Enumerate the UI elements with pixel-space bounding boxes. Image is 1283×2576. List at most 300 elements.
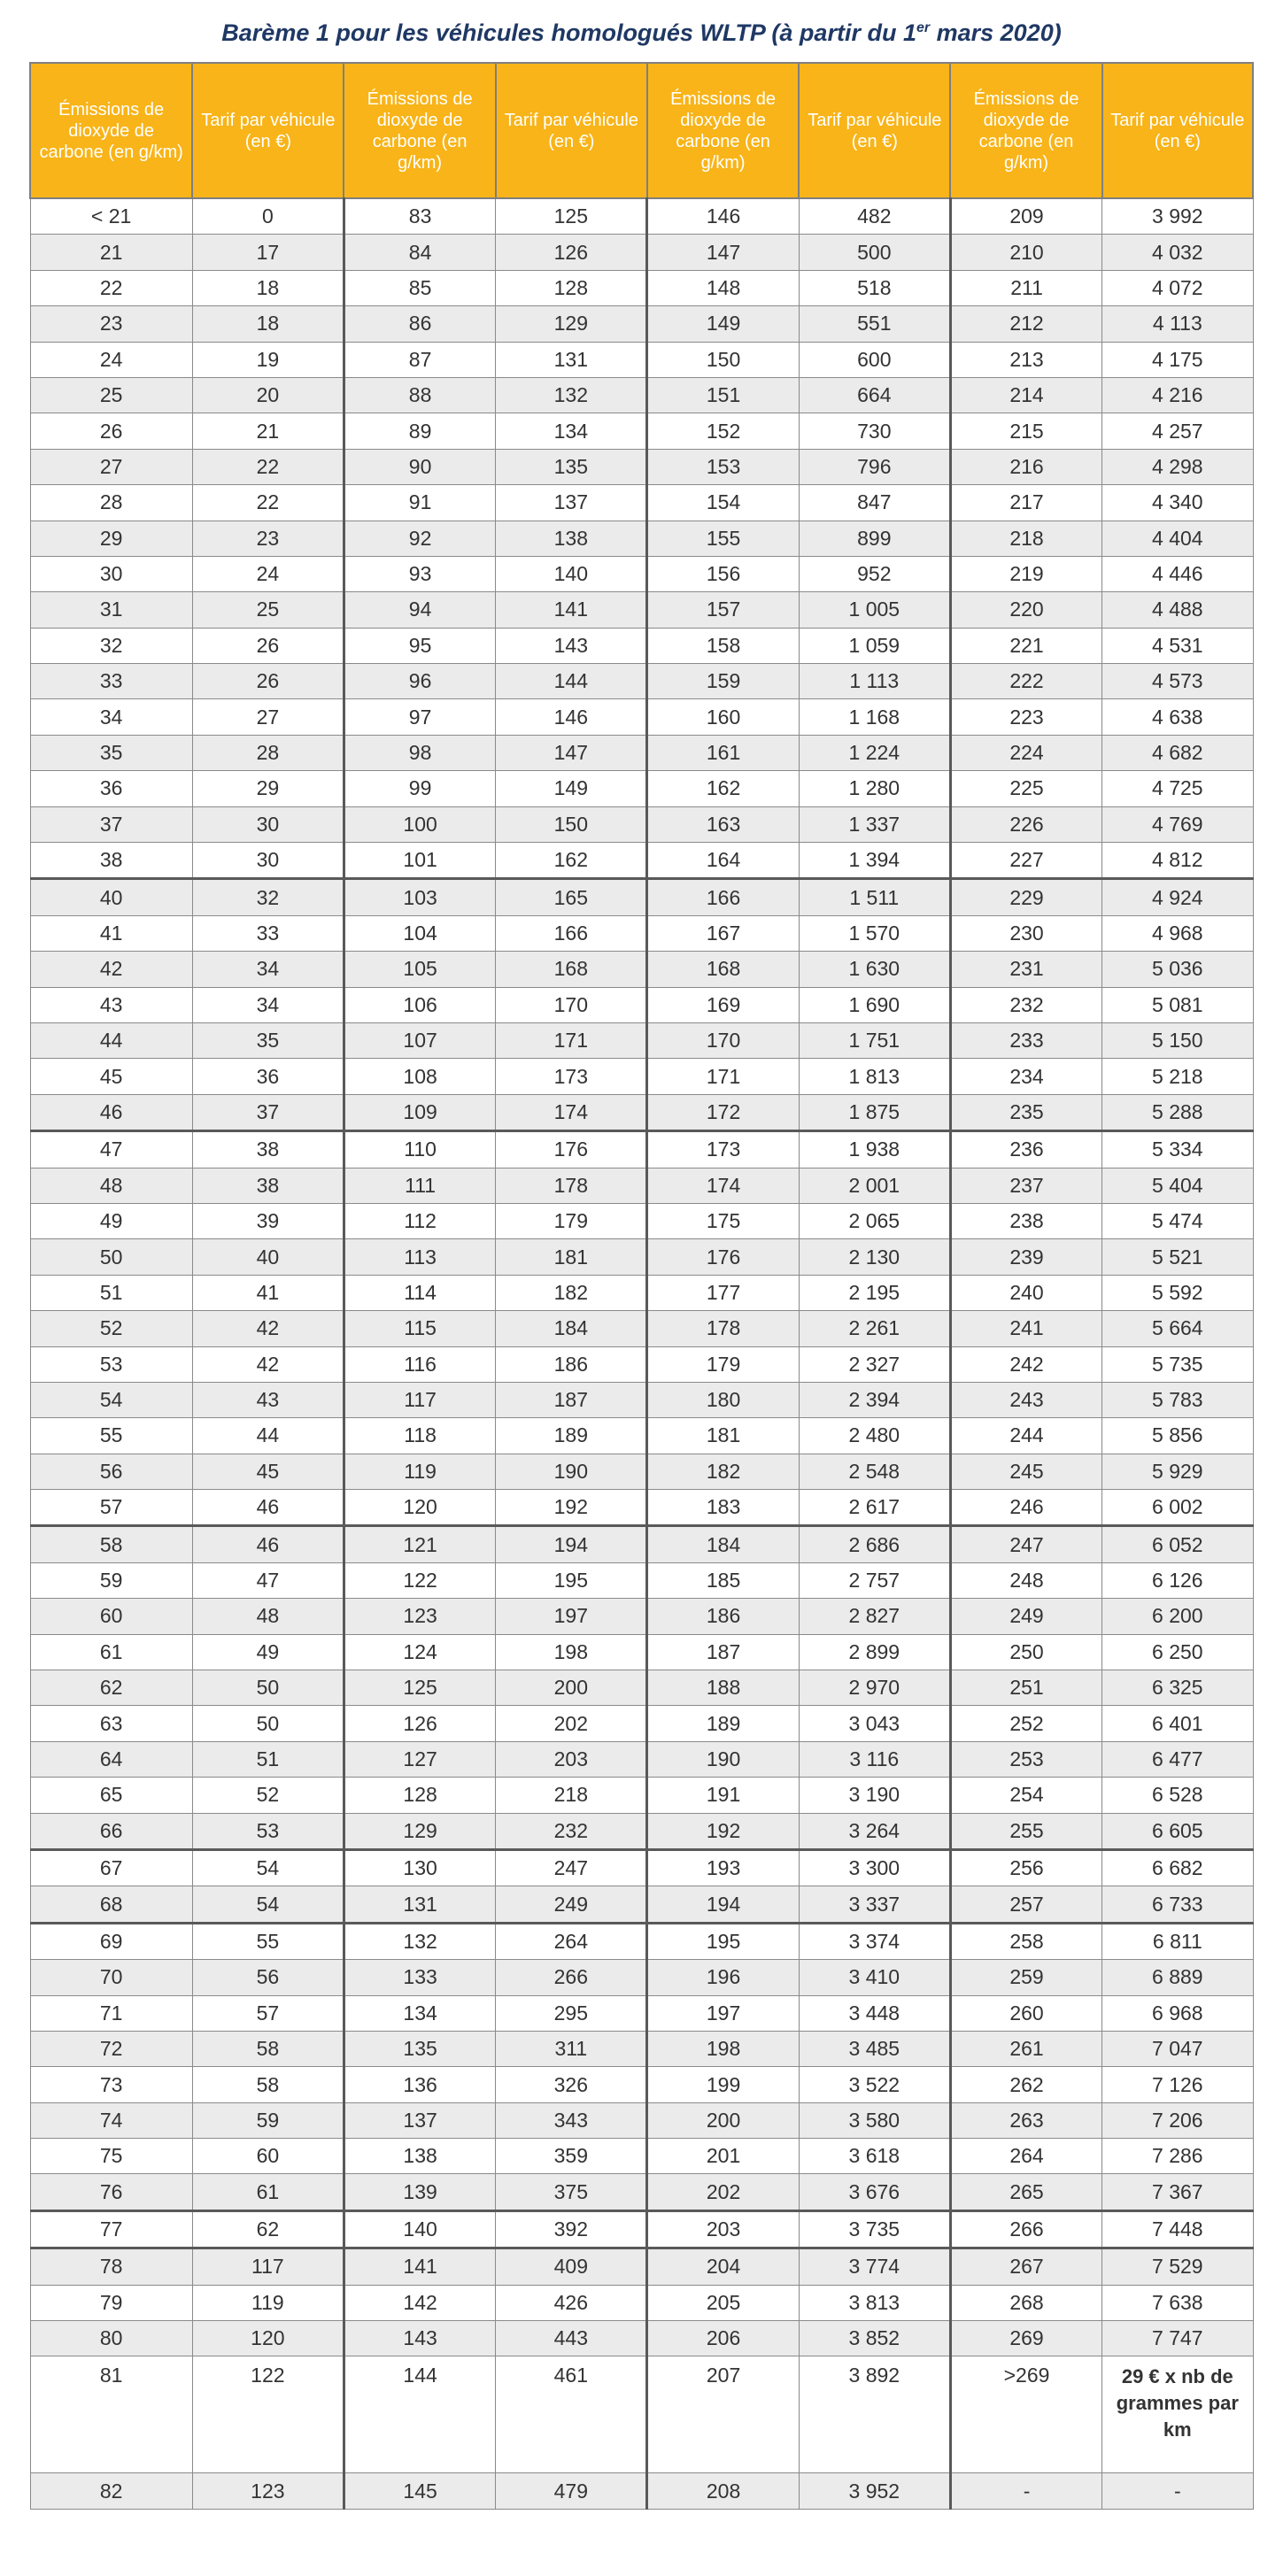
title-superscript: er xyxy=(916,20,931,35)
emissions-cell: 178 xyxy=(647,1311,799,1346)
tarif-cell: 22 xyxy=(192,449,344,484)
emissions-cell: 135 xyxy=(344,2031,495,2066)
emissions-cell: 80 xyxy=(30,2321,192,2356)
emissions-cell: 226 xyxy=(950,806,1101,842)
tarif-cell: 5 929 xyxy=(1102,1454,1253,1489)
tarif-cell: 55 xyxy=(192,1923,344,1959)
table-row xyxy=(30,270,1253,305)
tarif-cell: 426 xyxy=(496,2285,647,2320)
emissions-cell: 117 xyxy=(344,1382,495,1417)
emissions-cell: 232 xyxy=(950,987,1101,1022)
emissions-cell: 105 xyxy=(344,952,495,987)
tarif-cell: 1 511 xyxy=(799,879,950,915)
table-row xyxy=(30,1886,1253,1923)
emissions-cell: 121 xyxy=(344,1526,495,1562)
emissions-cell: 221 xyxy=(950,628,1101,663)
emissions-cell: >269 xyxy=(950,2356,1101,2473)
emissions-cell: 201 xyxy=(647,2139,799,2174)
tarif-cell: 3 992 xyxy=(1102,198,1253,235)
emissions-cell: 158 xyxy=(647,628,799,663)
tarif-cell: 3 522 xyxy=(799,2067,950,2102)
tarif-cell: 3 580 xyxy=(799,2102,950,2138)
emissions-cell: 147 xyxy=(647,235,799,270)
emissions-cell: 190 xyxy=(647,1741,799,1777)
tarif-cell: 166 xyxy=(496,915,647,951)
emissions-cell: 166 xyxy=(647,879,799,915)
emissions-cell: 206 xyxy=(647,2321,799,2356)
tarif-cell: 359 xyxy=(496,2139,647,2174)
emissions-cell: 131 xyxy=(344,1886,495,1923)
tarif-cell: 5 334 xyxy=(1102,1131,1253,1168)
table-row xyxy=(30,1562,1253,1598)
tarif-cell: 6 968 xyxy=(1102,1995,1253,2031)
emissions-cell: 161 xyxy=(647,735,799,770)
table-row xyxy=(30,1239,1253,1275)
table-row xyxy=(30,664,1253,699)
emissions-cell: 56 xyxy=(30,1454,192,1489)
emissions-cell: 69 xyxy=(30,1923,192,1959)
tarif-cell: 137 xyxy=(496,485,647,521)
emissions-cell: 32 xyxy=(30,628,192,663)
tarif-cell: 28 xyxy=(192,735,344,770)
tarif-cell: 5 856 xyxy=(1102,1418,1253,1454)
emissions-cell: 50 xyxy=(30,1239,192,1275)
table-row xyxy=(30,2321,1253,2356)
tarif-cell: 326 xyxy=(496,2067,647,2102)
emissions-cell: 214 xyxy=(950,377,1101,413)
emissions-cell: 152 xyxy=(647,413,799,449)
tarif-cell: 170 xyxy=(496,987,647,1022)
emissions-cell: 28 xyxy=(30,485,192,521)
tarif-cell: 3 774 xyxy=(799,2248,950,2285)
emissions-cell: 94 xyxy=(344,592,495,628)
emissions-cell: 115 xyxy=(344,1311,495,1346)
tarif-cell: 1 630 xyxy=(799,952,950,987)
tarif-cell: 2 899 xyxy=(799,1634,950,1670)
emissions-cell: 134 xyxy=(344,1995,495,2031)
table-row xyxy=(30,485,1253,521)
emissions-cell: 241 xyxy=(950,1311,1101,1346)
tarif-cell: 4 072 xyxy=(1102,270,1253,305)
tarif-cell: 51 xyxy=(192,1741,344,1777)
table-row xyxy=(30,2102,1253,2138)
emissions-cell: 95 xyxy=(344,628,495,663)
emissions-cell: 207 xyxy=(647,2356,799,2473)
tarif-cell: 179 xyxy=(496,1203,647,1238)
emissions-cell: 77 xyxy=(30,2210,192,2248)
tarif-cell: 34 xyxy=(192,952,344,987)
tarif-cell: 1 813 xyxy=(799,1059,950,1094)
emissions-cell: 55 xyxy=(30,1418,192,1454)
emissions-cell: 112 xyxy=(344,1203,495,1238)
emissions-cell: 243 xyxy=(950,1382,1101,1417)
emissions-cell: 192 xyxy=(647,1813,799,1849)
emissions-cell: 160 xyxy=(647,699,799,735)
table-row xyxy=(30,2139,1253,2174)
tarif-cell: 2 001 xyxy=(799,1168,950,1203)
emissions-cell: 139 xyxy=(344,2174,495,2210)
emissions-cell: 128 xyxy=(344,1778,495,1813)
emissions-cell: 197 xyxy=(647,1995,799,2031)
table-row xyxy=(30,1131,1253,1168)
emissions-cell: 30 xyxy=(30,556,192,591)
tarif-cell: 6 605 xyxy=(1102,1813,1253,1849)
emissions-cell: 210 xyxy=(950,235,1101,270)
emissions-cell: 238 xyxy=(950,1203,1101,1238)
tarif-cell: 36 xyxy=(192,1059,344,1094)
emissions-cell: 99 xyxy=(344,771,495,806)
tarif-cell: 2 480 xyxy=(799,1418,950,1454)
emissions-cell: 198 xyxy=(647,2031,799,2066)
tarif-cell: 6 325 xyxy=(1102,1670,1253,1706)
emissions-cell: 170 xyxy=(647,1022,799,1058)
emissions-cell: 219 xyxy=(950,556,1101,591)
tarif-cell: 5 150 xyxy=(1102,1022,1253,1058)
table-row xyxy=(30,843,1253,879)
emissions-cell: 171 xyxy=(647,1059,799,1094)
tarif-cell: 4 769 xyxy=(1102,806,1253,842)
tarif-cell: 7 448 xyxy=(1102,2210,1253,2248)
table-row xyxy=(30,1022,1253,1058)
table-row xyxy=(30,2031,1253,2066)
tarif-cell: 50 xyxy=(192,1670,344,1706)
tarif-cell: 1 224 xyxy=(799,735,950,770)
emissions-cell: 49 xyxy=(30,1203,192,1238)
emissions-cell: 71 xyxy=(30,1995,192,2031)
tarif-cell: - xyxy=(1102,2473,1253,2509)
tarif-cell: 5 081 xyxy=(1102,987,1253,1022)
table-body xyxy=(30,198,1253,2509)
tarif-cell: 62 xyxy=(192,2210,344,2248)
emissions-cell: 88 xyxy=(344,377,495,413)
tarif-cell: 7 529 xyxy=(1102,2248,1253,2285)
emissions-cell: 257 xyxy=(950,1886,1101,1923)
emissions-cell: 26 xyxy=(30,413,192,449)
emissions-cell: 172 xyxy=(647,1094,799,1130)
emissions-cell: 83 xyxy=(344,198,495,235)
tarif-cell: 3 813 xyxy=(799,2285,950,2320)
tarif-cell: 4 175 xyxy=(1102,342,1253,377)
tarif-cell: 5 218 xyxy=(1102,1059,1253,1094)
emissions-cell: 42 xyxy=(30,952,192,987)
tarif-cell: 1 570 xyxy=(799,915,950,951)
emissions-cell: 124 xyxy=(344,1634,495,1670)
emissions-cell: 96 xyxy=(344,664,495,699)
tarif-cell: 47 xyxy=(192,1562,344,1598)
tarif-cell: 392 xyxy=(496,2210,647,2248)
tarif-cell: 162 xyxy=(496,843,647,879)
tarif-cell: 3 952 xyxy=(799,2473,950,2509)
tarif-cell: 3 485 xyxy=(799,2031,950,2066)
emissions-cell: 196 xyxy=(647,1960,799,1995)
tarif-cell: 2 827 xyxy=(799,1599,950,1634)
emissions-cell: 262 xyxy=(950,2067,1101,2102)
header-tarif-4: Tarif par véhicule (en €) xyxy=(1102,63,1253,198)
emissions-cell: 132 xyxy=(344,1923,495,1959)
emissions-cell: 253 xyxy=(950,1741,1101,1777)
tarif-cell: 4 257 xyxy=(1102,413,1253,449)
tarif-cell: 38 xyxy=(192,1131,344,1168)
table-row xyxy=(30,1168,1253,1203)
emissions-cell: 173 xyxy=(647,1131,799,1168)
table-row xyxy=(30,1923,1253,1959)
tarif-cell: 122 xyxy=(192,2356,344,2473)
table-row xyxy=(30,771,1253,806)
emissions-cell: 174 xyxy=(647,1168,799,1203)
emissions-cell: 240 xyxy=(950,1275,1101,1310)
emissions-cell: 179 xyxy=(647,1346,799,1382)
emissions-cell: 233 xyxy=(950,1022,1101,1058)
tarif-cell: 409 xyxy=(496,2248,647,2285)
tarif-cell: 194 xyxy=(496,1526,647,1562)
emissions-cell: 120 xyxy=(344,1490,495,1526)
tarif-cell: 146 xyxy=(496,699,647,735)
table-row xyxy=(30,521,1253,556)
emissions-cell: 143 xyxy=(344,2321,495,2356)
tarif-cell: 181 xyxy=(496,1239,647,1275)
emissions-cell: 269 xyxy=(950,2321,1101,2356)
table-row xyxy=(30,413,1253,449)
tarif-cell: 41 xyxy=(192,1275,344,1310)
emissions-cell: 195 xyxy=(647,1923,799,1959)
tarif-cell: 4 573 xyxy=(1102,664,1253,699)
emissions-cell: 189 xyxy=(647,1706,799,1741)
table-row xyxy=(30,952,1253,987)
emissions-cell: 68 xyxy=(30,1886,192,1923)
emissions-cell: 154 xyxy=(647,485,799,521)
table-row xyxy=(30,306,1253,342)
table-row xyxy=(30,1634,1253,1670)
tarif-cell: 2 394 xyxy=(799,1382,950,1417)
emissions-cell: 33 xyxy=(30,664,192,699)
tarif-cell: 59 xyxy=(192,2102,344,2138)
tarif-cell: 5 664 xyxy=(1102,1311,1253,1346)
tarif-cell: 7 747 xyxy=(1102,2321,1253,2356)
tarif-cell: 46 xyxy=(192,1490,344,1526)
emissions-cell: 254 xyxy=(950,1778,1101,1813)
tarif-cell: 61 xyxy=(192,2174,344,2210)
tarif-cell: 29 € x nb de grammes par km xyxy=(1102,2356,1253,2473)
emissions-cell: 47 xyxy=(30,1131,192,1168)
table-row xyxy=(30,198,1253,235)
table-row xyxy=(30,235,1253,270)
tarif-cell: 58 xyxy=(192,2067,344,2102)
tarif-cell: 123 xyxy=(192,2473,344,2509)
tarif-cell: 7 047 xyxy=(1102,2031,1253,2066)
emissions-cell: 234 xyxy=(950,1059,1101,1094)
table-row xyxy=(30,2473,1253,2509)
tarif-cell: 295 xyxy=(496,1995,647,2031)
tarif-cell: 21 xyxy=(192,413,344,449)
table-row xyxy=(30,556,1253,591)
tarif-cell: 176 xyxy=(496,1131,647,1168)
emissions-cell: 67 xyxy=(30,1849,192,1886)
emissions-cell: 180 xyxy=(647,1382,799,1417)
tarif-cell: 4 968 xyxy=(1102,915,1253,951)
tarif-cell: 174 xyxy=(496,1094,647,1130)
emissions-cell: 72 xyxy=(30,2031,192,2066)
emissions-cell: 224 xyxy=(950,735,1101,770)
emissions-cell: 125 xyxy=(344,1670,495,1706)
emissions-cell: 259 xyxy=(950,1960,1101,1995)
tarif-cell: 186 xyxy=(496,1346,647,1382)
emissions-cell: 60 xyxy=(30,1599,192,1634)
table-row xyxy=(30,1960,1253,1995)
emissions-cell: 98 xyxy=(344,735,495,770)
emissions-cell: 193 xyxy=(647,1849,799,1886)
tarif-cell: 126 xyxy=(496,235,647,270)
emissions-cell: 66 xyxy=(30,1813,192,1849)
tarif-cell: 5 474 xyxy=(1102,1203,1253,1238)
tarif-cell: 26 xyxy=(192,664,344,699)
emissions-cell: 155 xyxy=(647,521,799,556)
emissions-cell: 156 xyxy=(647,556,799,591)
emissions-cell: 21 xyxy=(30,235,192,270)
tarif-cell: 3 043 xyxy=(799,1706,950,1741)
tarif-cell: 178 xyxy=(496,1168,647,1203)
table-row xyxy=(30,1706,1253,1741)
tarif-cell: 143 xyxy=(496,628,647,663)
emissions-cell: 260 xyxy=(950,1995,1101,2031)
tarif-cell: 29 xyxy=(192,771,344,806)
emissions-cell: 218 xyxy=(950,521,1101,556)
table-row xyxy=(30,1778,1253,1813)
tarif-cell: 479 xyxy=(496,2473,647,2509)
emissions-cell: 249 xyxy=(950,1599,1101,1634)
emissions-cell: 151 xyxy=(647,377,799,413)
emissions-cell: 90 xyxy=(344,449,495,484)
emissions-cell: 103 xyxy=(344,879,495,915)
table-row xyxy=(30,2174,1253,2210)
tarif-cell: 25 xyxy=(192,592,344,628)
tarif-cell: 1 005 xyxy=(799,592,950,628)
emissions-cell: 142 xyxy=(344,2285,495,2320)
tarif-cell: 3 374 xyxy=(799,1923,950,1959)
emissions-cell: 188 xyxy=(647,1670,799,1706)
emissions-cell: 245 xyxy=(950,1454,1101,1489)
tarif-cell: 3 264 xyxy=(799,1813,950,1849)
emissions-cell: 129 xyxy=(344,1813,495,1849)
tarif-cell: 264 xyxy=(496,1923,647,1959)
emissions-cell: 52 xyxy=(30,1311,192,1346)
emissions-cell: 61 xyxy=(30,1634,192,1670)
tarif-cell: 184 xyxy=(496,1311,647,1346)
emissions-cell: 217 xyxy=(950,485,1101,521)
emissions-cell: 84 xyxy=(344,235,495,270)
tarif-cell: 200 xyxy=(496,1670,647,1706)
tarif-cell: 249 xyxy=(496,1886,647,1923)
tarif-cell: 49 xyxy=(192,1634,344,1670)
tarif-cell: 132 xyxy=(496,377,647,413)
emissions-cell: 213 xyxy=(950,342,1101,377)
tarif-cell: 5 783 xyxy=(1102,1382,1253,1417)
emissions-cell: 261 xyxy=(950,2031,1101,2066)
tarif-cell: 30 xyxy=(192,806,344,842)
table-row xyxy=(30,1275,1253,1310)
tarif-cell: 117 xyxy=(192,2248,344,2285)
tarif-cell: 4 298 xyxy=(1102,449,1253,484)
emissions-cell: 86 xyxy=(344,306,495,342)
emissions-cell: 216 xyxy=(950,449,1101,484)
table-row xyxy=(30,1418,1253,1454)
emissions-cell: 126 xyxy=(344,1706,495,1741)
tarif-cell: 22 xyxy=(192,485,344,521)
emissions-cell: 70 xyxy=(30,1960,192,1995)
tarif-cell: 218 xyxy=(496,1778,647,1813)
emissions-cell: 183 xyxy=(647,1490,799,1526)
emissions-cell: 45 xyxy=(30,1059,192,1094)
emissions-cell: 222 xyxy=(950,664,1101,699)
emissions-cell: 164 xyxy=(647,843,799,879)
emissions-cell: 23 xyxy=(30,306,192,342)
tarif-cell: 30 xyxy=(192,843,344,879)
emissions-cell: 78 xyxy=(30,2248,192,2285)
table-header xyxy=(30,63,1253,198)
tarif-cell: 500 xyxy=(799,235,950,270)
emissions-cell: 149 xyxy=(647,306,799,342)
emissions-cell: 141 xyxy=(344,2248,495,2285)
emissions-cell: 157 xyxy=(647,592,799,628)
emissions-cell: 104 xyxy=(344,915,495,951)
tarif-cell: 119 xyxy=(192,2285,344,2320)
tarif-cell: 43 xyxy=(192,1382,344,1417)
table-row xyxy=(30,377,1253,413)
emissions-cell: 25 xyxy=(30,377,192,413)
emissions-cell: 153 xyxy=(647,449,799,484)
emissions-cell: 220 xyxy=(950,592,1101,628)
table-row xyxy=(30,1599,1253,1634)
emissions-cell: 205 xyxy=(647,2285,799,2320)
emissions-cell: 137 xyxy=(344,2102,495,2138)
tarif-cell: 1 751 xyxy=(799,1022,950,1058)
tarif-cell: 518 xyxy=(799,270,950,305)
table-row xyxy=(30,1094,1253,1130)
emissions-cell: 248 xyxy=(950,1562,1101,1598)
tarif-cell: 4 340 xyxy=(1102,485,1253,521)
emissions-cell: 91 xyxy=(344,485,495,521)
emissions-cell: 144 xyxy=(344,2356,495,2473)
tarif-cell: 24 xyxy=(192,556,344,591)
tarif-cell: 7 367 xyxy=(1102,2174,1253,2210)
emissions-cell: 136 xyxy=(344,2067,495,2102)
header-emissions-2: Émissions de dioxyde de carbone (en g/km) xyxy=(344,63,495,198)
tarif-cell: 3 735 xyxy=(799,2210,950,2248)
tarif-cell: 1 059 xyxy=(799,628,950,663)
emissions-cell: 53 xyxy=(30,1346,192,1382)
emissions-cell: 54 xyxy=(30,1382,192,1417)
emissions-cell: 187 xyxy=(647,1634,799,1670)
tarif-cell: 189 xyxy=(496,1418,647,1454)
tarif-cell: 50 xyxy=(192,1706,344,1741)
tarif-cell: 232 xyxy=(496,1813,647,1849)
tarif-cell: 3 448 xyxy=(799,1995,950,2031)
emissions-cell: 57 xyxy=(30,1490,192,1526)
emissions-cell: 140 xyxy=(344,2210,495,2248)
emissions-cell: 167 xyxy=(647,915,799,951)
tarif-cell: 19 xyxy=(192,342,344,377)
emissions-cell: 111 xyxy=(344,1168,495,1203)
header-emissions-1: Émissions de dioxyde de carbone (en g/km) xyxy=(30,63,192,198)
emissions-cell: 239 xyxy=(950,1239,1101,1275)
table-row xyxy=(30,1741,1253,1777)
tarif-cell: 33 xyxy=(192,915,344,951)
tarif-cell: 168 xyxy=(496,952,647,987)
emissions-cell: 109 xyxy=(344,1094,495,1130)
emissions-cell: 242 xyxy=(950,1346,1101,1382)
tarif-cell: 6 250 xyxy=(1102,1634,1253,1670)
tarif-cell: 60 xyxy=(192,2139,344,2174)
tarif-cell: 135 xyxy=(496,449,647,484)
